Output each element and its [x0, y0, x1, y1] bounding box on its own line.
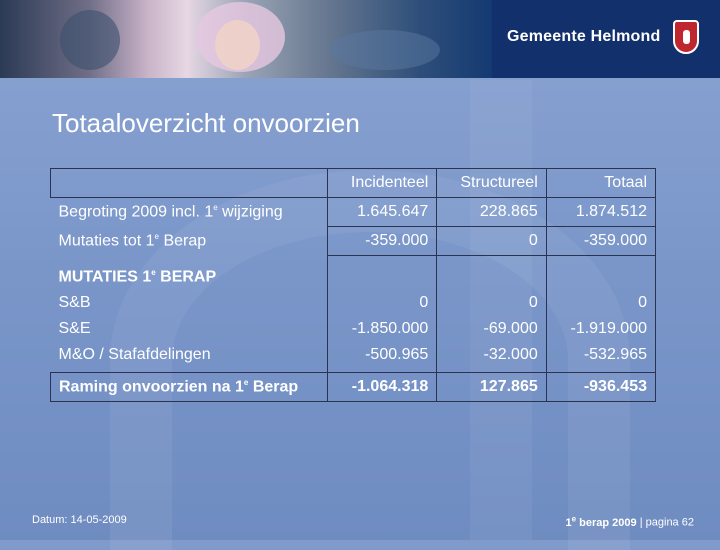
cell-structureel: 228.865 — [437, 198, 546, 227]
cell-incidenteel: -1.064.318 — [327, 372, 437, 401]
table-row — [51, 227, 656, 256]
org-name: Gemeente Helmond — [507, 28, 661, 45]
cell-incidenteel: 0 -1.850.000 -500.965 — [327, 256, 437, 373]
cell-totaal: 1.874.512 — [546, 198, 655, 227]
cell-totaal: -359.000 — [546, 227, 655, 256]
group-line-label: S&B — [58, 293, 91, 311]
row-label: Raming onvoorzien na 1e Berap — [51, 372, 328, 401]
footer-date: Datum: 14-05-2009 — [32, 514, 127, 526]
table-header-row — [51, 169, 656, 198]
cell-totaal: 0 -1.919.000 -532.965 — [546, 256, 655, 373]
footer-page-label: pagina — [645, 516, 679, 529]
cell-incidenteel: -359.000 — [327, 227, 437, 256]
header-label-cell — [51, 169, 328, 198]
helmond-crest-icon — [673, 20, 699, 54]
cell-structureel: 0 — [437, 227, 546, 256]
photo-face-shape — [215, 20, 260, 70]
group-heading: MUTATIES 1e BERAP — [58, 267, 217, 285]
cell-incidenteel: 1.645.647 — [327, 198, 437, 227]
cell-structureel: 0 -69.000 -32.000 — [437, 256, 546, 373]
overview-table — [50, 168, 656, 402]
row-label: Mutaties tot 1e Berap — [58, 231, 207, 250]
cell-totaal: -936.453 — [546, 372, 655, 401]
group-line-label: M&O / Stafafdelingen — [58, 345, 211, 363]
table-row-group — [51, 256, 656, 373]
footer-page-number: 62 — [681, 516, 694, 529]
footer-separator: | — [639, 516, 643, 529]
header-banner — [0, 0, 720, 78]
column-header-incidenteel: Incidenteel — [327, 169, 437, 198]
group-labels — [51, 256, 328, 373]
column-header-structureel: Structureel — [437, 169, 546, 198]
table-total-row — [51, 372, 656, 401]
page-title: Totaaloverzicht onvoorzien — [52, 108, 360, 138]
column-header-totaal: Totaal — [546, 169, 655, 198]
footer-page-info — [566, 514, 694, 529]
group-line-label: S&E — [58, 319, 91, 337]
table-row — [51, 198, 656, 227]
photo-building-shape — [60, 10, 120, 70]
cell-structureel: 127.865 — [437, 372, 546, 401]
photo-crowd-shape — [330, 30, 440, 70]
row-label: Begroting 2009 incl. 1e wijziging — [58, 203, 283, 221]
header-photo — [0, 0, 492, 78]
footer-doc-label: 1e berap 2009 — [565, 514, 637, 529]
